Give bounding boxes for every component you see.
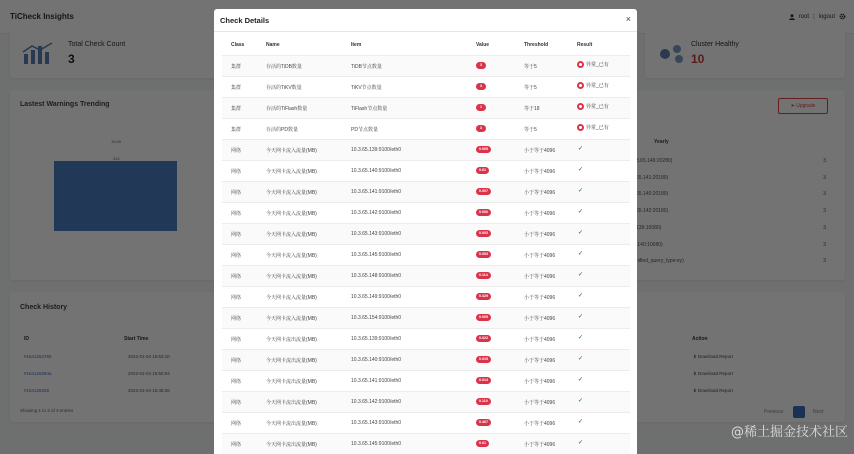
row-item: 10.3.65.139:9100/eth0	[351, 336, 402, 342]
row-threshold: 等于5	[524, 85, 537, 91]
row-value-badge: 0.005	[476, 314, 491, 321]
row-value-badge: 3	[476, 125, 486, 132]
row-threshold: 小于等于4096	[524, 358, 556, 364]
row-threshold: 小于等于4096	[524, 400, 556, 406]
row-value-badge: 0.467	[476, 419, 491, 426]
row-item: TiDB节点数量	[351, 64, 382, 70]
check-row	[222, 412, 630, 433]
check-row	[222, 118, 630, 139]
row-value-badge: 0.022	[476, 335, 491, 342]
row-name: 存活的TiDB数量	[266, 64, 302, 70]
row-item: TiKV节点数量	[351, 85, 382, 91]
row-threshold: 小于等于4096	[524, 295, 556, 301]
check-details-modal	[214, 9, 637, 454]
row-result-text: 异常_已有	[586, 104, 609, 110]
row-name: 今天网卡流出流量(MB)	[266, 379, 317, 385]
check-row	[222, 160, 630, 181]
row-name: 今天网卡流入流量(MB)	[266, 232, 317, 238]
row-result-fail	[577, 61, 609, 68]
row-class: 网络	[231, 358, 242, 364]
check-row	[222, 97, 630, 118]
row-result-text: 异常_已有	[586, 62, 609, 68]
row-item: 10.3.65.154:9100/eth0	[351, 315, 402, 321]
row-result-fail	[577, 103, 609, 110]
check-row	[222, 139, 630, 160]
row-name: 今天网卡流出流量(MB)	[266, 337, 317, 343]
check-row	[222, 244, 630, 265]
row-item: 10.3.65.142:9100/eth0	[351, 399, 402, 405]
check-icon: ✓	[578, 167, 584, 173]
check-row	[222, 391, 630, 412]
watermark-text: @稀土掘金技术社区	[730, 425, 848, 440]
check-icon: ✓	[578, 440, 584, 446]
row-name: 今天网卡流入流量(MB)	[266, 169, 317, 175]
row-threshold: 小于等于4096	[524, 211, 556, 217]
check-icon: ✓	[578, 188, 584, 194]
row-item: 10.3.65.148:9100/eth0	[351, 273, 402, 279]
col-value: Value	[476, 42, 490, 48]
row-item: 10.3.65.145:9100/eth0	[351, 252, 402, 258]
error-icon	[577, 103, 584, 110]
row-item: 10.3.65.141:9100/eth0	[351, 378, 402, 384]
check-row	[222, 307, 630, 328]
row-name: 今天网卡流入流量(MB)	[266, 190, 317, 196]
row-value-badge: 0.329	[476, 293, 491, 300]
row-class: 网络	[231, 316, 242, 322]
row-threshold: 等于5	[524, 64, 537, 70]
row-value-badge: 0.005	[476, 146, 491, 153]
check-row	[222, 433, 630, 454]
row-class: 集群	[231, 106, 242, 112]
row-threshold: 小于等于4096	[524, 337, 556, 343]
row-value-badge: 0.014	[476, 377, 491, 384]
check-icon: ✓	[578, 293, 584, 299]
row-value-badge: 0.01	[476, 440, 489, 447]
row-item: 10.3.65.145:9100/eth0	[351, 441, 402, 447]
row-name: 今天网卡流出流量(MB)	[266, 400, 317, 406]
row-name: 今天网卡流入流量(MB)	[266, 295, 317, 301]
row-class: 网络	[231, 274, 242, 280]
col-class: Class	[231, 42, 245, 48]
col-item: Item	[351, 42, 362, 48]
row-threshold: 小于等于4096	[524, 253, 556, 259]
row-result-text: 异常_已有	[586, 83, 609, 89]
row-name: 今天网卡流出流量(MB)	[266, 442, 317, 448]
row-item: 10.3.65.140:9100/eth0	[351, 168, 402, 174]
check-icon: ✓	[578, 209, 584, 215]
row-result-text: 异常_已有	[586, 125, 609, 131]
row-class: 网络	[231, 148, 242, 154]
check-row	[222, 181, 630, 202]
row-class: 网络	[231, 190, 242, 196]
col-result: Result	[577, 42, 593, 48]
check-row	[222, 265, 630, 286]
row-class: 网络	[231, 400, 242, 406]
row-value-badge: 1	[476, 104, 486, 111]
row-result-fail	[577, 82, 609, 89]
modal-divider	[214, 31, 637, 32]
row-threshold: 小于等于4096	[524, 442, 556, 448]
check-icon: ✓	[578, 398, 584, 404]
row-item: 10.3.65.141:9100/eth0	[351, 189, 402, 195]
row-value-badge: 0.114	[476, 272, 491, 279]
check-icon: ✓	[578, 230, 584, 236]
row-class: 网络	[231, 169, 242, 175]
check-icon: ✓	[578, 419, 584, 425]
row-name: 今天网卡流入流量(MB)	[266, 274, 317, 280]
row-value-badge: 0.01	[476, 167, 489, 174]
row-value-badge: 0.007	[476, 188, 491, 195]
row-threshold: 小于等于4096	[524, 274, 556, 280]
row-threshold: 小于等于4096	[524, 169, 556, 175]
row-name: 今天网卡流出流量(MB)	[266, 358, 317, 364]
row-item: 10.3.65.139:9100/eth0	[351, 147, 402, 153]
row-class: 网络	[231, 253, 242, 259]
check-icon: ✓	[578, 356, 584, 362]
check-row	[222, 76, 630, 97]
row-threshold: 小于等于4096	[524, 148, 556, 154]
row-class: 网络	[231, 337, 242, 343]
col-name: Name	[266, 42, 280, 48]
row-item: 10.3.65.143:9100/eth0	[351, 231, 402, 237]
row-threshold: 小于等于4096	[524, 316, 556, 322]
row-value-badge: 0.003	[476, 251, 491, 258]
row-result-fail	[577, 124, 609, 131]
row-threshold: 小于等于4096	[524, 379, 556, 385]
error-icon	[577, 82, 584, 89]
row-item: 10.3.65.140:9100/eth0	[351, 357, 402, 363]
row-class: 网络	[231, 421, 242, 427]
row-class: 网络	[231, 211, 242, 217]
check-icon: ✓	[578, 272, 584, 278]
row-name: 存活的TiKV数量	[266, 85, 302, 91]
row-class: 网络	[231, 232, 242, 238]
check-row	[222, 370, 630, 391]
row-threshold: 小于等于4096	[524, 190, 556, 196]
modal-title: Check Details	[220, 16, 270, 25]
row-class: 集群	[231, 127, 242, 133]
row-name: 今天网卡流入流量(MB)	[266, 316, 317, 322]
row-value-badge: 0.003	[476, 230, 491, 237]
row-item: 10.3.65.142:9100/eth0	[351, 210, 402, 216]
check-row	[222, 349, 630, 370]
row-threshold: 小于等于4096	[524, 421, 556, 427]
check-icon: ✓	[578, 335, 584, 341]
row-threshold: 等于5	[524, 127, 537, 133]
check-icon: ✓	[578, 377, 584, 383]
row-value-badge: 0.110	[476, 398, 491, 405]
error-icon	[577, 124, 584, 131]
check-row	[222, 223, 630, 244]
row-item: TiFlash节点数量	[351, 106, 388, 112]
row-name: 存活的PD数量	[266, 127, 298, 133]
row-class: 集群	[231, 85, 242, 91]
row-value-badge: 3	[476, 83, 486, 90]
row-class: 集群	[231, 64, 242, 70]
check-row	[222, 328, 630, 349]
row-class: 网络	[231, 379, 242, 385]
row-name: 今天网卡流入流量(MB)	[266, 253, 317, 259]
row-item: PD节点数量	[351, 127, 378, 133]
row-threshold: 小于等于4096	[524, 232, 556, 238]
row-item: 10.3.65.149:9100/eth0	[351, 294, 402, 300]
row-threshold: 等于18	[524, 106, 540, 112]
check-row	[222, 202, 630, 223]
row-name: 今天网卡流入流量(MB)	[266, 148, 317, 154]
row-name: 存活的TiFlash数量	[266, 106, 308, 112]
check-icon: ✓	[578, 251, 584, 257]
check-row	[222, 286, 630, 307]
check-icon: ✓	[578, 314, 584, 320]
row-class: 网络	[231, 442, 242, 448]
row-item: 10.3.65.143:9100/eth0	[351, 420, 402, 426]
row-name: 今天网卡流入流量(MB)	[266, 211, 317, 217]
row-value-badge: 0.006	[476, 209, 491, 216]
row-value-badge: 0.015	[476, 356, 491, 363]
close-icon[interactable]: ×	[625, 14, 631, 24]
row-name: 今天网卡流出流量(MB)	[266, 421, 317, 427]
error-icon	[577, 61, 584, 68]
check-icon: ✓	[578, 146, 584, 152]
col-threshold: Threshold	[524, 42, 549, 48]
row-class: 网络	[231, 295, 242, 301]
check-row	[222, 55, 630, 76]
row-value-badge: 3	[476, 62, 486, 69]
